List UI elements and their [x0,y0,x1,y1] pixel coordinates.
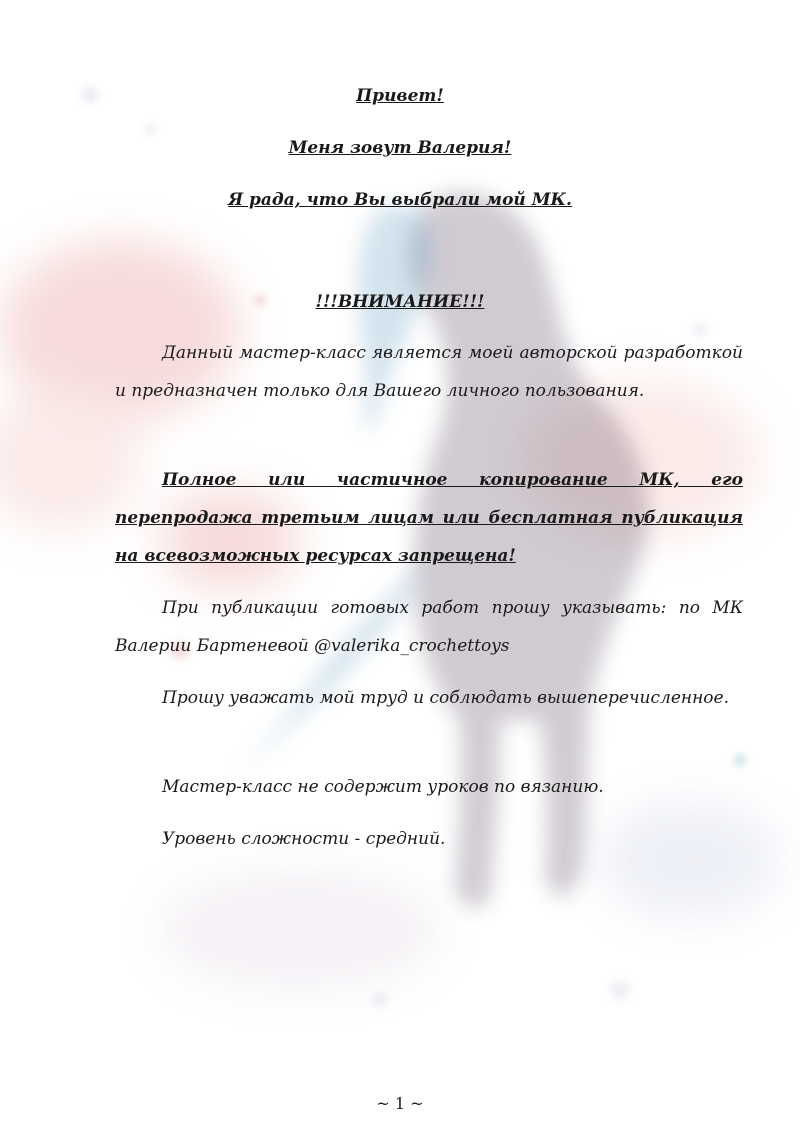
attention-heading: !!!ВНИМАНИЕ!!! [315,292,485,312]
name-heading: Меня зовут Валерия! [288,138,512,158]
greeting-heading: Привет! [356,86,444,106]
paragraph-authorship: Данный мастер-класс является моей авторской разработкой и предназначен только для Вашего личного пользования. [115,343,743,401]
glad-heading: Я рада, что Вы выбрали мой МК. [228,190,572,210]
paragraph-publication: При публикации готовых работ прошу указывать: по МК Валерии Бартеневой @valerika_crochettoys [115,598,743,656]
paragraph-no-lessons: Мастер-класс не содержит уроков по вязанию. [162,777,604,797]
paragraph-respect: Прошу уважать мой труд и соблюдать вышеперечисленное. [162,688,730,708]
paragraph-difficulty: Уровень сложности - средний. [162,829,446,849]
paragraph-copy-warning: Полное или частичное копирование МК, его перепродажа третьим лицам или бесплатная публикация на всевозможных ресурсах запрещена! [115,470,743,566]
page-number: ~ 1 ~ [376,1094,424,1113]
